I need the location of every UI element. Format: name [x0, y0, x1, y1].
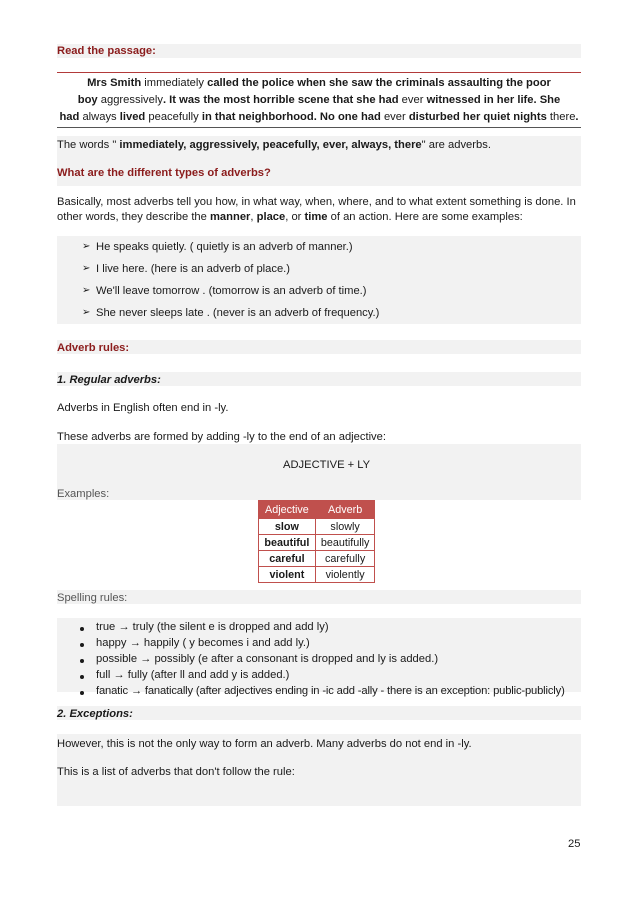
passage-block	[57, 75, 581, 126]
arrow-bullet-icon: ➢	[82, 263, 91, 274]
table-cell-adjective: careful	[259, 551, 316, 567]
intro-line-1: Basically, most adverbs tell you how, in what way, when, where, and to what extent something is done. In	[57, 196, 576, 208]
spelling-rule-item: true → truly (the silent e is dropped and add ly)	[96, 621, 329, 633]
passage-bottom-rule	[57, 127, 581, 128]
spelling-rule-item: fanatic → fanatically (after adjectives ending in -ic add -ally - there is an exception: public-publicly)	[96, 685, 565, 697]
table-row	[259, 535, 375, 551]
passage-run: witnessed in her life. She	[426, 94, 561, 106]
table-cell-adverb: carefully	[315, 551, 375, 567]
heading-regular-adverbs: 1. Regular adverbs:	[57, 374, 161, 386]
exceptions-paragraph-2: This is a list of adverbs that don't follow the rule:	[57, 766, 295, 778]
passage-line-1	[57, 75, 581, 92]
intro-pre: other words, they describe the	[57, 211, 210, 223]
passage-run: always	[79, 111, 120, 123]
passage-run: Mrs Smith	[87, 77, 142, 89]
passage-run: ever	[380, 111, 409, 123]
passage-run: boy	[77, 94, 98, 106]
table-cell-adjective: beautiful	[259, 535, 316, 551]
bullet-dot-icon	[80, 691, 84, 695]
adverbs-statement	[57, 138, 491, 152]
shade-band	[57, 340, 581, 354]
examples-label: Examples:	[57, 488, 110, 500]
table-cell-adjective: slow	[259, 519, 316, 535]
passage-run: . It was the most horrible scene that she had	[162, 94, 399, 106]
passage-run: immediately	[141, 77, 208, 89]
intro-manner: manner	[209, 211, 251, 223]
table-row	[259, 567, 375, 583]
shade-band	[57, 706, 581, 720]
intro-sep: ,	[250, 211, 257, 223]
passage-run: disturbed her quiet nights	[408, 111, 547, 123]
example-item: He speaks quietly. ( quietly is an adverb of manner.)	[96, 241, 353, 253]
intro-line-2	[57, 210, 523, 224]
passage-run: called the police when she saw the criminals assaulting the poor	[207, 77, 551, 89]
statement-adverbs: immediately, aggressively, peacefully, ever, always, there	[119, 139, 422, 151]
table-header: Adjective	[259, 501, 316, 519]
example-item: We'll leave tomorrow . (tomorrow is an adverb of time.)	[96, 285, 367, 297]
table-cell-adverb: beautifully	[315, 535, 375, 551]
intro-post: of an action. Here are some examples:	[327, 211, 523, 223]
intro-sep: , or	[285, 211, 305, 223]
table-row	[259, 519, 375, 535]
regular-paragraph-1: Adverbs in English often end in -ly.	[57, 402, 229, 414]
heading-exceptions: 2. Exceptions:	[57, 708, 133, 720]
intro-time: time	[304, 211, 328, 223]
spelling-rule-item: happy → happily ( y becomes i and add ly.)	[96, 637, 310, 649]
adjective-adverb-table	[258, 500, 375, 583]
passage-run: lived	[119, 111, 146, 123]
statement-pre: The words "	[57, 139, 120, 151]
formula: ADJECTIVE + LY	[283, 459, 371, 471]
passage-run: .	[575, 111, 579, 123]
bullet-dot-icon	[80, 627, 84, 631]
table-cell-adjective: violent	[259, 567, 316, 583]
shade-band	[57, 444, 581, 500]
arrow-bullet-icon: ➢	[82, 285, 91, 296]
page-number: 25	[568, 838, 581, 850]
passage-run: peacefully	[145, 111, 202, 123]
bullet-dot-icon	[80, 675, 84, 679]
table-header: Adverb	[315, 501, 375, 519]
spelling-rule-item: possible → possibly (e after a consonant is dropped and ly is added.)	[96, 653, 439, 665]
exceptions-paragraph-1: However, this is not the only way to form an adverb. Many adverbs do not end in -ly.	[57, 738, 472, 750]
example-item: I live here. (here is an adverb of place.)	[96, 263, 291, 275]
example-item: She never sleeps late . (never is an adverb of frequency.)	[96, 307, 380, 319]
heading-read-passage: Read the passage:	[57, 45, 156, 57]
regular-paragraph-2: These adverbs are formed by adding -ly to the end of an adjective:	[57, 431, 386, 443]
passage-run: had	[59, 111, 80, 123]
passage-top-rule	[57, 72, 581, 73]
statement-post: " are adverbs.	[421, 139, 491, 151]
spelling-rule-item: full → fully (after ll and add y is added.)	[96, 669, 290, 681]
bullet-dot-icon	[80, 643, 84, 647]
spelling-label: Spelling rules:	[57, 592, 128, 604]
table-row	[259, 551, 375, 567]
heading-adverb-rules: Adverb rules:	[57, 342, 130, 354]
passage-run: there	[546, 111, 576, 123]
passage-line-3	[57, 109, 581, 126]
bullet-dot-icon	[80, 659, 84, 663]
table-cell-adverb: violently	[315, 567, 375, 583]
passage-run: in that neighborhood. No one had	[201, 111, 381, 123]
passage-line-2	[57, 92, 581, 109]
table-header-row	[259, 501, 375, 519]
passage-run: aggressively	[97, 94, 163, 106]
table-cell-adverb: slowly	[315, 519, 375, 535]
arrow-bullet-icon: ➢	[82, 241, 91, 252]
arrow-bullet-icon: ➢	[82, 307, 91, 318]
passage-run: ever	[398, 94, 427, 106]
shade-band	[57, 590, 581, 604]
heading-types: What are the different types of adverbs?	[57, 167, 271, 179]
intro-place: place	[256, 211, 286, 223]
